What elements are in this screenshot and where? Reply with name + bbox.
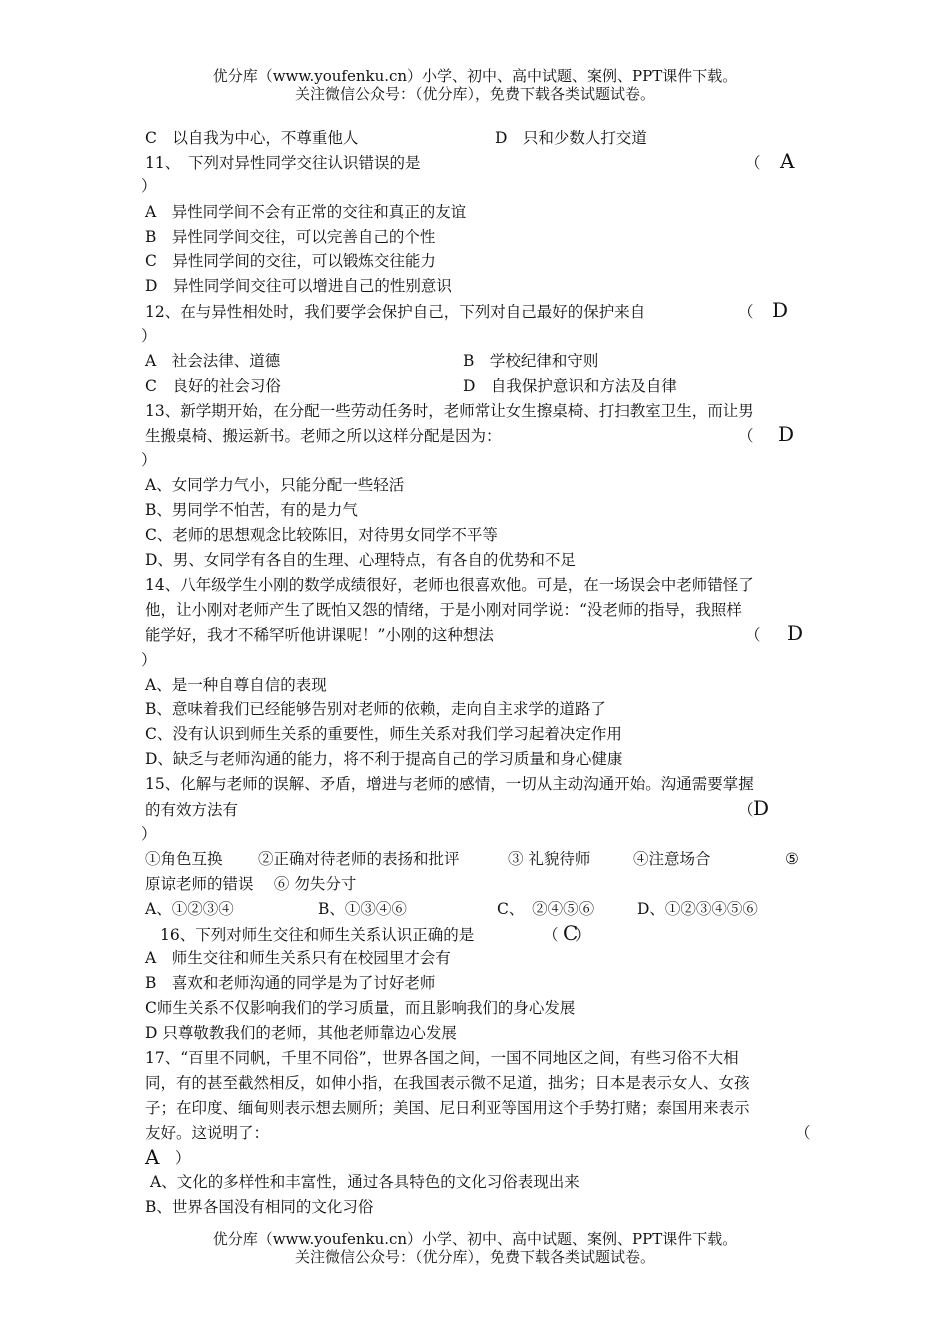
q14-close-paren: ） [141,651,157,669]
q11-option-d: D 异性同学间交往可以增进自己的性别意识 [145,277,452,295]
q15-stem-line-1: 15、化解与老师的误解、矛盾，增进与老师的感情，一切从主动沟通开始。沟通需要掌握 [145,775,754,793]
q16-option-b: B 喜欢和老师沟通的同学是为了讨好老师 [145,974,436,992]
header-line-2: 关注微信公众号：（优分库），免费下载各类试题试卷。 [294,85,655,103]
q10-option-d: D 只和少数人打交道 [495,129,647,147]
q15-option-c: C、 ②④⑤⑥ [497,900,595,918]
q14-option-c: C、没有认识到师生关系的重要性，师生关系对我们学习起着决定作用 [145,725,622,743]
q15-item-4: ④注意场合 [633,850,711,868]
q13-option-d: D、男、女同学有各自的生理、心理特点，有各自的优势和不足 [145,551,576,569]
q12-option-c: C 良好的社会习俗 [145,377,281,395]
q16-option-a: A 师生交往和师生关系只有在校园里才会有 [145,949,451,967]
q16-option-d: D 只尊敬教我们的老师，其他老师靠边心发展 [145,1024,457,1042]
q13-close-paren: ） [141,451,157,469]
q14-stem-line-1: 14、八年级学生小刚的数学成绩很好，老师也很喜欢他。可是，在一场误会中老师错怪了 [145,576,754,594]
q14-answer: D [787,621,804,645]
q15-item-2: ②正确对待老师的表扬和批评 [258,850,460,868]
q11-stem: 11、 下列对异性同学交往认识错误的是 [145,154,421,172]
q11-answer: A [780,149,795,173]
q16-answer: C [563,921,579,945]
q15-answer: D [753,796,770,820]
q16-close-paren: ） [575,926,591,944]
q15-open-paren: （ [738,801,754,819]
q16-option-c: C师生关系不仅影响我们的学习质量，而且影响我们的身心发展 [145,999,576,1017]
q16-stem: 16、下列对师生交往和师生关系认识正确的是 [160,926,475,944]
q17-open-paren: （ [795,1124,811,1142]
q17-option-b: B、世界各国没有相同的文化习俗 [145,1198,374,1216]
q17-option-a: A、文化的多样性和丰富性，通过各具特色的文化习俗表现出来 [150,1173,580,1191]
q15-option-d: D、①②③④⑤⑥ [637,900,758,918]
q10-option-c: C 以自我为中心，不尊重他人 [145,129,359,147]
q11-open-paren: （ [745,154,761,172]
q14-option-d: D、缺乏与老师沟通的能力，将不利于提高自己的学习质量和身心健康 [145,750,623,768]
q12-open-paren: （ [738,303,754,321]
q17-answer: A [145,1145,160,1169]
q11-option-c: C 异性同学间的交往，可以锻炼交往能力 [145,252,436,270]
q15-option-a: A、①②③④ [145,900,234,918]
q17-stem-line-4: 友好。这说明了： [145,1124,270,1142]
q14-option-b: B、意味着我们已经能够告别对老师的依赖，走向自主求学的道路了 [145,700,606,718]
q16-open-paren: （ [543,926,559,944]
q12-option-a: A 社会法律、道德 [145,352,281,370]
q17-stem-line-2: 同，有的甚至截然相反，如伸小指，在我国表示微不足道，拙劣；日本是表示女人、女孩 [145,1074,750,1092]
q13-stem-line-1: 13、新学期开始，在分配一些劳动任务时，老师常让女生擦桌椅、打扫教室卫生，而让男 [145,402,754,420]
q14-stem-line-2: 他，让小刚对老师产生了既怕又怨的情绪，于是小刚对同学说：“没老师的指导，我照样 [145,601,742,619]
q14-stem-line-3: 能学好，我才不稀罕听他讲课呢！”小刚的这种想法 [145,626,494,644]
q12-stem: 12、在与异性相处时，我们要学会保护自己，下列对自己最好的保护来自 [145,303,646,321]
q15-item-5: ⑤ [785,850,799,868]
footer-line-2: 关注微信公众号：（优分库），免费下载各类试题试卷。 [294,1248,655,1266]
q11-option-b: B 异性同学间交往，可以完善自己的个性 [145,228,436,246]
footer-line-1: 优分库（www.youfenku.cn）小学、初中、高中试题、案例、PPT课件下载。 [212,1230,738,1248]
q13-option-a: A、女同学力气小，只能分配一些轻活 [145,476,405,494]
q14-open-paren: （ [745,626,761,644]
q11-close-paren: ） [141,177,157,195]
q15-item-3: ③ 礼貌待师 [508,850,591,868]
q13-stem-line-2: 生搬桌椅、搬运新书。老师之所以这样分配是因为： [145,427,502,445]
q11-option-a: A 异性同学间不会有正常的交往和真正的友谊 [145,203,467,221]
q15-items-line-2: 原谅老师的错误 ⑥ 勿失分寸 [145,875,357,893]
q17-close-paren: ） [175,1149,191,1167]
q13-option-b: B、男同学不怕苦，有的是力气 [145,501,358,519]
q15-stem-line-2: 的有效方法有 [145,801,239,819]
q12-close-paren: ） [141,327,157,345]
q14-option-a: A、是一种自尊自信的表现 [145,676,327,694]
q15-option-b: B、①③④⑥ [318,900,407,918]
q17-stem-line-1: 17、“百里不同帆，千里不同俗”，世界各国之间，一国不同地区之间，有些习俗不大相 [145,1049,739,1067]
q13-option-c: C、老师的思想观念比较陈旧，对待男女同学不平等 [145,526,498,544]
q15-item-1: ①角色互换 [145,850,223,868]
q17-stem-line-3: 子；在印度、缅甸则表示想去厕所；美国、尼日利亚等国用这个手势打赌；泰国用来表示 [145,1099,750,1117]
q15-close-paren: ） [141,825,157,843]
q13-open-paren: （ [738,427,754,445]
q12-answer: D [772,298,789,322]
q12-option-d: D 自我保护意识和方法及自律 [463,377,677,395]
header-line-1: 优分库（www.youfenku.cn）小学、初中、高中试题、案例、PPT课件下载。 [212,67,738,85]
q13-answer: D [778,422,795,446]
q12-option-b: B 学校纪律和守则 [463,352,599,370]
